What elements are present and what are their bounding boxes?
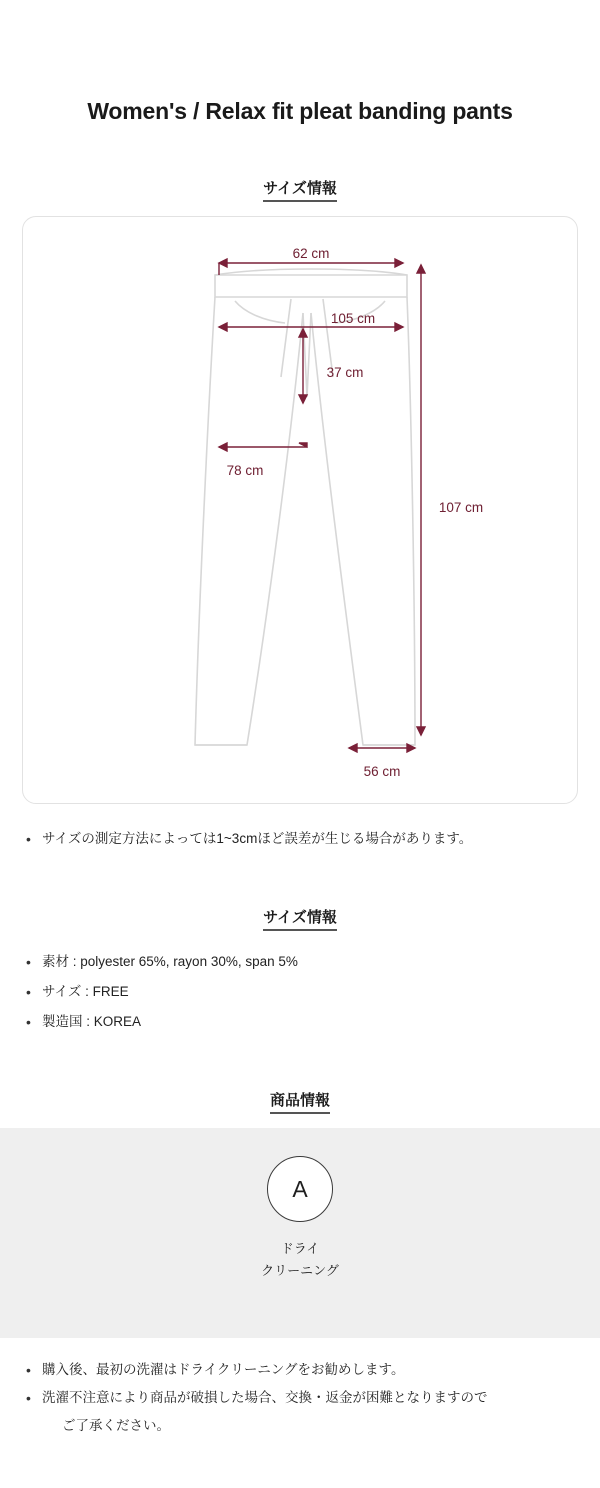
- size-note-item: • サイズの測定方法によっては1~3cmほど誤差が生じる場合があります。: [22, 824, 578, 854]
- measurement-label-length: 107 cm: [438, 500, 484, 515]
- measurement-label-thigh: 78 cm: [226, 463, 264, 478]
- list-item: • 購入後、最初の洗濯はドライクリーニングをお勧めします。: [22, 1356, 578, 1384]
- list-item: • 製造国 : KOREA: [22, 1007, 578, 1037]
- measurement-label-waist: 62 cm: [292, 246, 330, 261]
- care-note-line1: 洗濯不注意により商品が破損した場合、交換・返金が困難となりますので: [42, 1390, 488, 1405]
- material-info-heading: [22, 906, 578, 927]
- list-item: • 素材 : polyester 65%, rayon 30%, span 5%: [22, 947, 578, 977]
- dry-clean-symbol: A: [292, 1175, 308, 1202]
- page-title: Women's / Relax fit pleat banding pants: [87, 98, 513, 124]
- size-info-heading-text: サイズ情報: [263, 180, 337, 202]
- size-info-heading: [22, 177, 578, 198]
- care-label-line1: ドライ: [280, 1241, 320, 1256]
- garment-outline: [195, 269, 415, 745]
- pants-measurement-diagram: [23, 217, 577, 803]
- measurement-label-hip: 105 cm: [330, 311, 376, 326]
- care-label-line2: クリーニング: [261, 1263, 339, 1278]
- care-instruction-panel: [0, 1128, 600, 1338]
- product-info-heading: [22, 1089, 578, 1110]
- product-info-heading-text: 商品情報: [270, 1092, 330, 1114]
- product-detail-page: [0, 98, 600, 1440]
- material-list: [22, 947, 578, 1037]
- measurement-label-hem: 56 cm: [363, 764, 401, 779]
- care-note-line2: ご了承ください。: [62, 1418, 170, 1433]
- list-item: [22, 1384, 578, 1440]
- size-diagram-container: [22, 216, 578, 804]
- material-info-heading-text: サイズ情報: [263, 909, 337, 931]
- care-label: [0, 1238, 600, 1282]
- dry-clean-icon: [267, 1156, 333, 1222]
- care-note-list: [22, 1356, 578, 1440]
- measurement-arrows: [219, 259, 425, 752]
- list-item: • サイズ : FREE: [22, 977, 578, 1007]
- size-note-list: [22, 824, 578, 854]
- measurement-label-rise: 37 cm: [326, 365, 364, 380]
